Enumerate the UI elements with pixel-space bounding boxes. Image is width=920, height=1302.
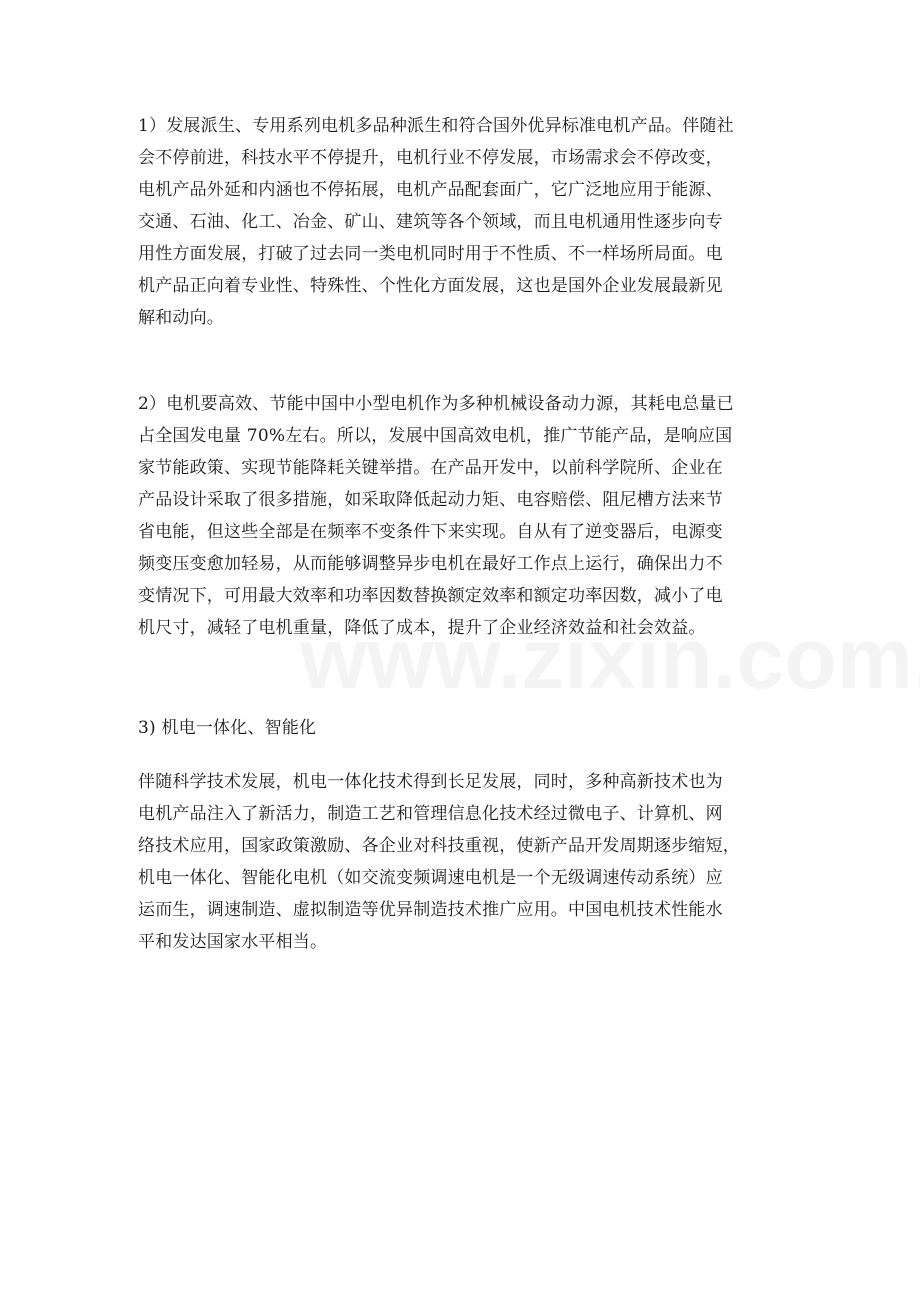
text-line: 机产品正向着专业性、特殊性、个性化方面发展，这也是国外企业发展最新见 <box>138 276 723 296</box>
text-line: 频变压变愈加轻易，从而能够调整异步电机在最好工作点上运行，确保出力不 <box>138 554 723 574</box>
text-line: 交通、石油、化工、冶金、矿山、建筑等各个领域，而且电机通用性逐步向专 <box>138 212 723 232</box>
text-line: 家节能政策、实现节能降耗关键举措。在产品开发中，以前科学院所、企业在 <box>138 458 723 478</box>
text-line: 用性方面发展，打破了过去同一类电机同时用于不性质、不一样场所局面。电 <box>138 244 723 264</box>
text-line: 伴随科学技术发展，机电一体化技术得到长足发展，同时，多种高新技术也为 <box>138 772 723 792</box>
text-line: 3) 机电一体化、智能化 <box>138 718 317 738</box>
paragraph-1 <box>138 110 782 334</box>
text-line: 占全国发电量 70%左右。所以，发展中国高效电机，推广节能产品，是响应国 <box>138 426 733 446</box>
text-line: 平和发达国家水平相当。 <box>138 932 328 952</box>
text-line: 机电一体化、智能化电机（如交流变频调速电机是一个无级调速传动系统）应 <box>138 868 723 888</box>
paragraph-3 <box>138 766 782 958</box>
text-line: 机尺寸，减轻了电机重量，降低了成本，提升了企业经济效益和社会效益。 <box>138 618 706 638</box>
text-line: 运而生，调速制造、虚拟制造等优异制造技术推广应用。中国电机技术性能水 <box>138 900 723 920</box>
text-line: 2）电机要高效、节能中国中小型电机作为多种机械设备动力源，其耗电总量已 <box>138 394 734 414</box>
text-line: 产品设计采取了很多措施，如采取降低起动力矩、电容赔偿、阻尼槽方法来节 <box>138 490 723 510</box>
paragraph-2 <box>138 388 782 644</box>
section-heading <box>138 712 782 744</box>
text-line: 会不停前进，科技水平不停提升，电机行业不停发展，市场需求会不停改变， <box>138 148 723 168</box>
text-line: 电机产品注入了新活力，制造工艺和管理信息化技术经过微电子、计算机、网 <box>138 804 723 824</box>
text-line: 1）发展派生、专用系列电机多品种派生和符合国外优异标准电机产品。伴随社 <box>138 116 734 136</box>
text-line: 变情况下，可用最大效率和功率因数替换额定效率和额定功率因数，减小了电 <box>138 586 723 606</box>
text-line: 电机产品外延和内涵也不停拓展，电机产品配套面广，它广泛地应用于能源、 <box>138 180 723 200</box>
text-line: 省电能，但这些全部是在频率不变条件下来实现。自从有了逆变器后，电源变 <box>138 522 723 542</box>
text-line: 解和动向。 <box>138 308 224 328</box>
text-line: 络技术应用，国家政策激励、各企业对科技重视，使新产品开发周期逐步缩短， <box>138 836 740 856</box>
